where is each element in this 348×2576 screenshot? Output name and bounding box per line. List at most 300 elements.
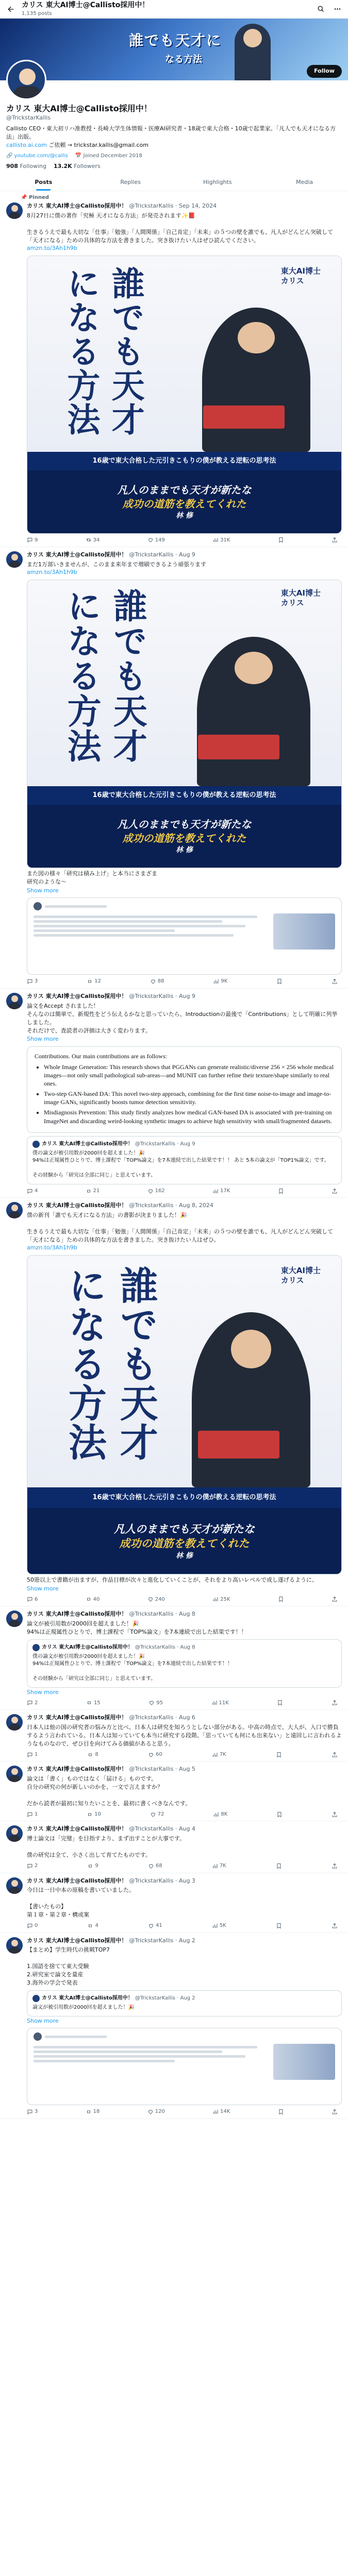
profile-tabs [0, 175, 348, 191]
book-author [281, 1266, 321, 1286]
share-action[interactable] [332, 1700, 338, 1707]
paper-excerpt-image[interactable] [27, 1046, 342, 1133]
book-author-line1: 東大AI博士 [280, 588, 321, 598]
book-prop [198, 735, 279, 759]
tweet-handle-date: @TrickstarKallis · Aug 8, 2024 [129, 1202, 213, 1209]
tweet-handle-date: @TrickstarKallis · Aug 9 [129, 992, 195, 999]
share-action[interactable] [332, 1811, 338, 1818]
tweet-avatar[interactable] [6, 993, 23, 1009]
book-band-bottom [27, 1508, 341, 1574]
quoted-tweet[interactable] [27, 1990, 342, 2016]
back-arrow-icon[interactable] [5, 4, 16, 15]
book-author-photo [197, 637, 310, 786]
book-band-line3: 林 修 [176, 846, 193, 855]
share-action[interactable] [332, 1922, 338, 1929]
retweet-icon [87, 1923, 93, 1929]
tweet-handle-date: @TrickstarKallis · Aug 4 [129, 1825, 195, 1833]
quoted-tweet[interactable] [27, 1639, 342, 1688]
tweet-actions [27, 537, 342, 544]
like-count: 95 [156, 1700, 163, 1706]
bookmark-icon [276, 1752, 282, 1758]
like-action[interactable] [148, 1922, 162, 1929]
views-action[interactable] [211, 1700, 229, 1707]
followers-label: Followers [74, 162, 101, 170]
like-count: 41 [155, 1923, 162, 1929]
bookmark-action[interactable] [277, 1700, 283, 1707]
book-cover-image[interactable] [27, 580, 342, 868]
tweet-author-name[interactable]: カリス 東大AI博士@Callisto採用中！ [27, 1877, 127, 1884]
screenshot-bar [45, 905, 107, 908]
reply-count: 2 [35, 1700, 38, 1706]
views-icon [211, 1700, 218, 1706]
retweet-action[interactable] [86, 2108, 100, 2115]
screenshot-avatar [34, 2032, 42, 2041]
heart-icon [150, 1811, 156, 1818]
follow-stats [6, 163, 342, 171]
like-action[interactable] [150, 1811, 164, 1818]
paper-contribution-item: • Two-step GAN-based DA: This novel two-step approach, combining for the first time noise-to-image and image-to-image GANs, significantly boosts tumor detection sensitivity. [44, 1090, 334, 1106]
bookmark-icon [278, 2109, 284, 2115]
book-author-line1: 東大AI博士 [280, 266, 321, 276]
screenshot-bar [34, 2055, 245, 2058]
like-action[interactable] [147, 2108, 165, 2115]
tweet[interactable] [0, 1933, 348, 2119]
share-action[interactable] [332, 537, 338, 544]
reply-count: 3 [35, 978, 38, 985]
retweet-action[interactable] [87, 1922, 98, 1929]
share-icon [332, 1811, 338, 1818]
tweet-text: 日本人は他の国の研究者の悩み方と比べ、日本人は研究を知ろうとしない部分がある。中高の時点で、大人が、入口で勝負するよう言われている。日本人は知っていても本当に研究する段階、「思っていても何にも出来ない」と遠回しに言われるようなものなので、ぜひ目を向けてみる価値があると思う。 [27, 1723, 342, 1747]
tweet-avatar[interactable] [6, 1611, 23, 1627]
book-author-photo [202, 308, 310, 452]
views-action[interactable] [212, 537, 230, 544]
share-action[interactable] [332, 1596, 338, 1603]
views-action[interactable] [212, 1596, 230, 1603]
book-cover-image[interactable] [27, 1255, 342, 1574]
retweet-count: 12 [94, 978, 101, 985]
attached-screenshot[interactable] [27, 897, 342, 975]
tweet-text: 博士論文は「完璧」を目指すより、まず出すことが大事です。 僕の研究は全て、小さく出して育てたものです。 [27, 1835, 186, 1859]
show-more-link[interactable]: Show more [27, 887, 59, 894]
bookmark-icon [276, 1923, 282, 1929]
bio-text: Callisto CEO・東大初リハ准教授・長崎大学生体情報・医療AI研究者・18歳で東大合格・10歳で起業家。「凡人でも天才になる方法」出版。 [6, 125, 336, 141]
tweet-avatar[interactable] [6, 551, 23, 568]
tweet-actions [27, 1188, 342, 1195]
reply-action[interactable] [27, 1188, 38, 1195]
reply-icon [27, 978, 33, 985]
book-band-line3: 林 修 [176, 1551, 193, 1560]
reply-action[interactable] [27, 1700, 38, 1707]
reply-icon [27, 2109, 33, 2115]
screenshot-bar [34, 920, 222, 923]
tweet-actions [27, 1751, 342, 1758]
like-count: 240 [155, 1596, 165, 1602]
following-label: Following [20, 162, 46, 170]
views-action[interactable] [212, 1188, 230, 1195]
bookmark-action[interactable] [278, 1596, 284, 1603]
book-title: 誰でも天才になる方法 [62, 1265, 158, 1462]
heart-icon [148, 1863, 154, 1869]
like-action[interactable] [148, 1751, 162, 1758]
calendar-icon: 📅 [75, 153, 82, 159]
share-icon [332, 1863, 338, 1869]
views-icon [212, 1596, 219, 1602]
tweet-text: 論文は「書く」ものではなく「届ける」ものです。 自分の研究の何が新しいのかを、一文で言えますか？ だから読者が最初に知りたいことを、最初に書くべきなんです。 [27, 1775, 191, 1807]
pinned-text: Pinned [28, 194, 49, 200]
views-count: 25K [220, 1596, 230, 1602]
reply-action[interactable] [27, 537, 38, 544]
views-icon [213, 978, 219, 985]
reply-action[interactable] [27, 1811, 38, 1818]
tweet[interactable] [0, 1606, 348, 1710]
share-icon [332, 537, 338, 543]
header-name: カリス 東大AI博士@Callisto採用中！ [22, 1, 150, 10]
tweet-actions [27, 1862, 342, 1870]
bio-tail: ご依頼 → trickstar.kallis@gmail.com [48, 142, 148, 149]
retweet-icon [87, 1811, 93, 1818]
views-icon [212, 1752, 218, 1758]
banner-title: 誰でも天才に [129, 32, 222, 49]
book-band-bottom [27, 805, 341, 868]
bookmark-action[interactable] [278, 2108, 284, 2115]
link-icon: 🔗 [6, 153, 13, 159]
views-count: 31K [220, 537, 230, 543]
following-count: 908 [6, 162, 18, 170]
heart-icon [148, 1700, 155, 1706]
reply-action[interactable] [27, 1922, 38, 1929]
quote-avatar [32, 1141, 40, 1148]
quote-handle-date: @TrickstarKallis · Aug 2 [135, 1995, 195, 2002]
paper-contribution-item: • Whole Image Generation: This research shows that PGGANs can generate realistic/diverse 256 × 256 whole medical images—not only small pathological sub-areas—and MUNIT can further refine their texture/shape similarly to real ones. [44, 1063, 334, 1088]
header-posts-count: 1,135 posts [22, 11, 52, 17]
book-title: 誰でも天才になる方法 [61, 588, 148, 764]
heart-icon [147, 537, 154, 543]
bookmark-action[interactable] [276, 1862, 282, 1870]
reply-icon [27, 1923, 33, 1929]
bookmark-action[interactable] [276, 1922, 282, 1929]
share-icon [332, 1700, 338, 1706]
views-count: 5K [219, 1923, 226, 1929]
views-icon [212, 1188, 219, 1194]
reply-icon [27, 1596, 33, 1602]
bio-link[interactable]: callisto.ai.com [6, 142, 47, 149]
reply-count: 0 [35, 1923, 38, 1929]
screenshot-bar [34, 929, 175, 932]
profile-bio [6, 125, 342, 149]
bookmark-action[interactable] [278, 1188, 284, 1195]
retweet-action[interactable] [86, 1188, 100, 1195]
tweet-author-name[interactable]: カリス 東大AI博士@Callisto採用中！ [27, 992, 127, 999]
like-action[interactable] [150, 978, 164, 985]
tweet-author-name[interactable]: カリス 東大AI博士@Callisto採用中！ [27, 551, 127, 558]
views-action[interactable] [212, 1922, 226, 1929]
retweet-action[interactable] [86, 1596, 100, 1603]
reply-count: 2 [35, 1863, 38, 1869]
tweet-avatar[interactable] [6, 1937, 23, 1954]
views-action[interactable] [212, 1751, 226, 1758]
tweet-author-name[interactable]: カリス 東大AI博士@Callisto採用中！ [27, 1937, 127, 1944]
tweet-caption: また図の様々「研究は積み上げ」と本当にさまざま 研究のような〜 [27, 870, 157, 885]
bookmark-icon [277, 1700, 283, 1706]
tweet[interactable] [0, 1710, 348, 1761]
heart-icon [148, 1752, 154, 1758]
share-action[interactable] [332, 1862, 338, 1870]
book-band-line1: 凡人のままでも天才が新たな [117, 484, 252, 497]
heart-icon [150, 978, 156, 985]
retweet-icon [87, 978, 93, 985]
reply-count: 1 [35, 1751, 38, 1757]
tweet[interactable] [0, 1198, 348, 1606]
book-author [281, 588, 321, 608]
tweet-avatar[interactable] [6, 1766, 23, 1782]
book-band-line1: 凡人のままでも天才が新たな [114, 1522, 255, 1535]
reply-action[interactable] [27, 2108, 38, 2115]
screenshot-bar [34, 2050, 222, 2053]
paper-contributions-list [35, 1063, 334, 1125]
bookmark-icon [278, 1188, 284, 1194]
retweet-action[interactable] [87, 1811, 101, 1818]
views-icon [212, 537, 219, 543]
search-icon[interactable] [315, 4, 326, 15]
tweet-actions [27, 1700, 342, 1707]
views-icon [212, 1863, 218, 1869]
tweet-caption: 50冊以上で書籍が出ますが、作品目標が次々と進化していくことが、それをより高いレベルで成し遂げるように、 [27, 1576, 318, 1583]
screenshot-bar [34, 2046, 257, 2048]
reply-count: 4 [35, 1188, 38, 1194]
quote-avatar [32, 1995, 40, 2002]
share-action[interactable] [332, 1188, 338, 1195]
bookmark-icon [276, 1811, 283, 1818]
share-action[interactable] [332, 2108, 338, 2115]
meta-link-text[interactable]: youtube.com/@callis [14, 153, 68, 159]
book-band-line1: 凡人のままでも天才が新たな [117, 818, 252, 831]
views-action[interactable] [212, 2108, 230, 2115]
profile-section [0, 60, 348, 175]
tweet[interactable] [0, 1761, 348, 1821]
reply-action[interactable] [27, 1596, 38, 1603]
tweet-author-name[interactable]: カリス 東大AI博士@Callisto採用中！ [27, 1202, 127, 1209]
tweet-author-name[interactable]: カリス 東大AI博士@Callisto採用中！ [27, 1611, 127, 1618]
banner-subtitle: なる方法 [165, 54, 202, 65]
book-band-bottom [27, 470, 341, 534]
like-action[interactable] [148, 1700, 163, 1707]
tweet-text: 論文をAccept されました！ そんなのは簡単で、新規性をどう伝えるかなと思っていたら、Introductionの最後で「Contributions」として明確に列挙しました。 それだけで、査読者の評価は大きく変わります。 [27, 1002, 338, 1034]
quote-avatar [32, 1644, 40, 1651]
screenshot-avatar [34, 902, 42, 910]
tab-media[interactable]: Media [296, 178, 313, 185]
followers-stat[interactable] [54, 163, 101, 171]
retweet-action[interactable] [86, 1700, 101, 1707]
bookmark-icon [278, 537, 284, 543]
like-count: 149 [155, 537, 165, 543]
screenshot-bar [45, 2036, 107, 2038]
bookmark-icon [278, 1596, 284, 1602]
reply-count: 6 [35, 1596, 38, 1602]
reply-action[interactable] [27, 1862, 38, 1870]
retweet-count: 21 [93, 1188, 100, 1194]
quote-handle-date: @TrickstarKallis · Aug 9 [135, 1141, 195, 1147]
tweet-text: 論文が被引用数が2000回を超えました！🎉 94%は正規属性ひとりで、博士課程で「TOP%論文」を7本連続で出した結果です！！ [27, 1620, 247, 1635]
screenshot-bar [34, 916, 257, 918]
views-icon [212, 1923, 218, 1929]
quote-text: 僕の論文が被引用数が2000回を超えました！🎉 94%は正規属性ひとりで、博士課程で「TOP%論文」を7本連続で出した結果です！！ その経験から「研究は全部に同じ」と思えています。 [32, 1653, 233, 1682]
tweet-link[interactable]: amzn.to/3Ah1h9b [27, 1244, 77, 1251]
tweet-author-name[interactable]: カリス 東大AI博士@Callisto採用中！ [27, 1714, 127, 1721]
tab-highlights[interactable]: Highlights [203, 178, 232, 185]
screenshot-thumbnail [273, 913, 335, 950]
views-icon [213, 1811, 219, 1818]
attached-screenshot[interactable] [27, 2028, 342, 2105]
tweet-text: まだ1万部いきませんが、このまま来年まで増刷できるよう頑張ります [27, 561, 206, 568]
heart-icon [147, 1596, 154, 1602]
tweet-avatar[interactable] [6, 1825, 23, 1842]
tweet-author-name[interactable]: カリス 東大AI博士@Callisto採用中！ [27, 1825, 127, 1833]
tweet-author-name[interactable]: カリス 東大AI博士@Callisto採用中！ [27, 1766, 127, 1773]
views-count: 11K [219, 1700, 229, 1706]
following-stat[interactable] [6, 163, 46, 171]
book-band-top: 16歳で東大合格した元引きこもりの僕が教える逆転の思考法 [27, 452, 341, 470]
show-more-link[interactable]: Show more [27, 1585, 59, 1592]
tweet-actions [27, 1922, 342, 1929]
quote-text: 僕の論文が被引用数が2000回を超えました！🎉 94%は正規属性ひとりで、博士課程で「TOP%論文」を7本連続で出した結果です！！ あと 5本の論文が「TOP1%論文」です。 その経験から「研究は全部に同じ」と思えています。 [32, 1150, 329, 1179]
meta-joined [75, 152, 142, 160]
quote-author-name: カリス 東大AI博士@Callisto採用中！ [42, 1141, 133, 1147]
tweet-handle-date: @TrickstarKallis · Sep 14, 2024 [129, 202, 217, 210]
bookmark-action[interactable] [276, 978, 283, 985]
book-prop [198, 1431, 279, 1459]
book-title: 誰でも天才になる方法 [61, 266, 145, 436]
heart-icon [147, 1188, 154, 1194]
reply-action[interactable] [27, 1751, 38, 1758]
tweet-avatar[interactable] [6, 1202, 23, 1218]
like-action[interactable] [147, 537, 165, 544]
reply-count: 9 [35, 537, 38, 543]
retweet-icon [87, 1863, 93, 1869]
tweet-link[interactable]: amzn.to/3Ah1h9b [27, 244, 77, 251]
retweet-action[interactable] [87, 978, 101, 985]
tweet-actions [27, 978, 342, 985]
retweet-action[interactable] [86, 537, 100, 544]
like-action[interactable] [147, 1596, 165, 1603]
like-action[interactable] [148, 1862, 162, 1870]
top-bar [0, 0, 348, 19]
screenshot-bar [34, 934, 234, 937]
retweet-icon [86, 1700, 92, 1706]
profile-avatar[interactable] [6, 60, 46, 100]
book-prop [203, 405, 285, 429]
book-author-line2: カリス [280, 1276, 304, 1285]
tab-replies[interactable]: Replies [120, 178, 141, 185]
more-options-icon[interactable] [332, 4, 343, 15]
tweet[interactable] [0, 1821, 348, 1873]
book-author-line2: カリス [280, 276, 304, 286]
book-author [281, 266, 321, 286]
tweet-handle-date: @TrickstarKallis · Aug 2 [129, 1937, 195, 1944]
bookmark-action[interactable] [276, 1811, 283, 1818]
retweet-icon [86, 1188, 92, 1194]
tweet-actions [27, 1596, 342, 1603]
tweet-actions [27, 2108, 342, 2115]
retweet-action[interactable] [87, 1751, 98, 1758]
like-count: 72 [157, 1811, 164, 1817]
bookmark-icon [276, 978, 283, 985]
show-more-link[interactable]: Show more [27, 2017, 59, 2024]
like-count: 88 [157, 978, 164, 985]
tweet-avatar[interactable] [6, 202, 23, 219]
like-count: 162 [155, 1188, 165, 1194]
views-count: 7K [219, 1751, 226, 1757]
book-band-line2: 成功の道筋を教えてくれた [119, 1537, 250, 1550]
profile-handle: @TrickstarKallis [6, 114, 51, 121]
screenshot-bar [34, 2060, 175, 2062]
bookmark-action[interactable] [276, 1751, 282, 1758]
views-action[interactable] [213, 978, 227, 985]
retweet-action[interactable] [87, 1862, 98, 1870]
reply-icon [27, 1811, 33, 1818]
tweet-text: 僕の新刊「誰でも天才になる方法」の書影が決まりました！🎉 生きるうえで最も大切な「仕事」「勉強」「人間関係」「自己肯定」「未来」の５つの壁を誰でも、凡人がどんどん突破して「天才になる」ための具体的な方法を書きました。突き抜けたい人はぜひ。 [27, 1212, 333, 1243]
book-band-top: 16歳で東大合格した元引きこもりの僕が教える逆転の思考法 [27, 786, 341, 805]
show-more-link[interactable]: Show more [27, 1688, 59, 1696]
heart-icon [147, 2109, 154, 2115]
follow-button[interactable]: Follow [307, 65, 342, 78]
tweet-avatar[interactable] [6, 1877, 23, 1894]
tweet[interactable] [0, 989, 348, 1198]
tweet-handle-date: @TrickstarKallis · Aug 5 [129, 1766, 195, 1773]
bookmark-action[interactable] [278, 537, 284, 544]
tweet-1-wrapper [0, 191, 348, 547]
paper-contribution-item: • Misdiagnosis Prevention: This study firstly analyzes how medical GAN-based DA is associated with pre-training on ImageNet and discarding weird-looking synthetic images to achieve high sensitivity with small/fragmented datasets. [44, 1108, 334, 1125]
tweet-text: 今日は一日中本の原稿を書いていました。 【書いたもの】 第１章・第２章・構成案 [27, 1887, 135, 1919]
views-action[interactable] [213, 1811, 227, 1818]
share-action[interactable] [332, 978, 338, 985]
tweet-author-name[interactable]: カリス 東大AI博士@Callisto採用中！ [27, 202, 127, 210]
quote-handle-date: @TrickstarKallis · Aug 8 [135, 1645, 195, 1650]
like-count: 60 [155, 1751, 162, 1757]
book-author-line1: 東大AI博士 [280, 1265, 321, 1275]
heart-icon [148, 1923, 154, 1929]
like-action[interactable] [147, 1188, 165, 1195]
tweet-avatar[interactable] [6, 1714, 23, 1731]
tweet-handle-date: @TrickstarKallis · Aug 6 [129, 1714, 195, 1721]
meta-link[interactable] [6, 152, 68, 160]
share-icon [332, 2109, 338, 2115]
views-action[interactable] [212, 1862, 226, 1870]
quote-author-name: カリス 東大AI博士@Callisto採用中！ [42, 1645, 133, 1650]
quoted-tweet[interactable] [27, 1136, 342, 1184]
views-count: 8K [221, 1811, 228, 1817]
reply-action[interactable] [27, 978, 38, 985]
book-cover-image[interactable] [27, 256, 342, 534]
views-icon [212, 2109, 219, 2115]
retweet-icon [86, 537, 92, 543]
tweet-link[interactable]: amzn.to/3Ah1h9b [27, 568, 77, 575]
tab-posts[interactable]: Posts [0, 175, 87, 191]
views-count: 7K [219, 1863, 226, 1869]
retweet-icon [86, 1596, 92, 1602]
share-action[interactable] [332, 1751, 338, 1758]
retweet-icon [86, 2109, 92, 2115]
retweet-count: 8 [95, 1751, 98, 1757]
book-band-top: 16歳で東大合格した元引きこもりの僕が教える逆転の思考法 [27, 1487, 341, 1508]
reply-icon [27, 1700, 33, 1706]
bookmark-icon [276, 1863, 282, 1869]
show-more-link[interactable]: Show more [27, 1036, 59, 1043]
like-count: 120 [155, 2109, 165, 2115]
tweet[interactable] [0, 202, 348, 547]
tweet[interactable] [0, 1873, 348, 1933]
retweet-count: 15 [93, 1700, 101, 1706]
tweet[interactable] [0, 547, 348, 989]
